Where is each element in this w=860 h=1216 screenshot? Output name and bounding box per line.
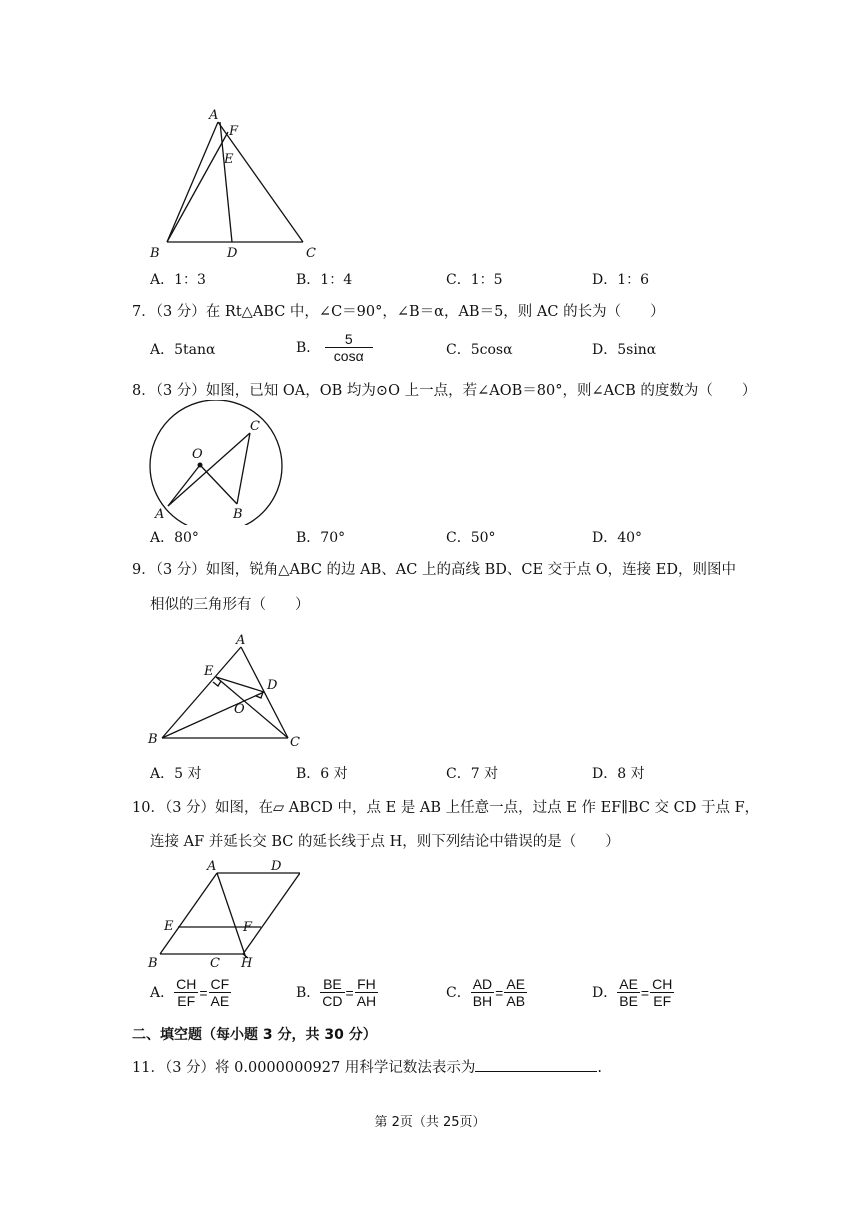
q10-label-c: C bbox=[210, 956, 220, 971]
q10-option-b[interactable] bbox=[296, 976, 378, 1009]
q11-answer-blank[interactable] bbox=[475, 1057, 597, 1072]
q9-stem-line1: 9．（3 分）如图，锐角△ABC 的边 AB、AC 上的高线 BD、CE 交于点 O，连接 ED，则图中 bbox=[132, 562, 736, 578]
q9-option-c[interactable]: C．7 对 bbox=[446, 766, 499, 782]
q10-label-f: F bbox=[243, 920, 253, 935]
q8-label-o: O bbox=[192, 447, 203, 462]
q8-stem: 8．（3 分）如图，已知 OA，OB 均为⊙O 上一点，若∠AOB＝80°，则∠ACB 的度数为（ ） bbox=[132, 383, 757, 399]
q10-option-b-prefix: B． bbox=[296, 984, 321, 1001]
q9-option-a[interactable]: A．5 对 bbox=[150, 766, 202, 782]
q7-option-d[interactable]: D．5sinα bbox=[592, 342, 657, 358]
q6-label-b: B bbox=[150, 246, 160, 261]
q9-option-b[interactable]: B．6 对 bbox=[296, 766, 348, 782]
q10-option-c-equals: = bbox=[495, 984, 504, 1001]
q10-option-d-right-fraction bbox=[650, 976, 674, 1009]
q6-option-a[interactable]: A．1：3 bbox=[150, 272, 206, 288]
q10-option-b-left-fraction bbox=[320, 976, 344, 1009]
q10-label-b: B bbox=[148, 956, 158, 971]
q10-label-e: E bbox=[164, 919, 174, 934]
q6-option-c[interactable]: C．1：5 bbox=[446, 272, 503, 288]
q8-option-d[interactable]: D．40° bbox=[592, 530, 643, 546]
q10-option-c-right-fraction bbox=[504, 976, 527, 1009]
q7-option-a[interactable]: A．5tanα bbox=[150, 342, 216, 358]
q10-option-d-prefix: D． bbox=[592, 984, 618, 1001]
q6-label-e: E bbox=[224, 152, 234, 167]
q10-option-c-right-den: AB bbox=[506, 993, 526, 1009]
q6-label-d: D bbox=[227, 246, 238, 261]
q10-option-b-equals: = bbox=[345, 984, 354, 1001]
q10-label-h: H bbox=[241, 956, 253, 971]
q10-option-c-left-num: AD bbox=[472, 976, 493, 992]
q6-option-b[interactable]: B．1：4 bbox=[296, 272, 353, 288]
q10-stem-line1: 10．（3 分）如图，在▱ ABCD 中，点 E 是 AB 上任意一点，过点 E 作 EF∥BC 交 CD 于点 F， bbox=[132, 800, 760, 816]
section2-title: 二、填空题（每小题 3 分，共 30 分） bbox=[132, 1027, 377, 1043]
q8-circle-figure bbox=[140, 400, 290, 525]
q9-label-a: A bbox=[236, 633, 246, 648]
q10-label-d: D bbox=[271, 859, 282, 874]
q6-label-f: F bbox=[229, 124, 239, 139]
q10-option-a-equals: = bbox=[199, 984, 208, 1001]
q7-option-c[interactable]: C．5cosα bbox=[446, 342, 513, 358]
q8-label-b: B bbox=[233, 507, 243, 522]
q10-option-a-right-den: AE bbox=[210, 993, 230, 1009]
q10-option-c-prefix: C． bbox=[446, 984, 471, 1001]
q10-parallelogram-figure bbox=[140, 854, 300, 972]
q8-option-c[interactable]: C．50° bbox=[446, 530, 496, 546]
q9-label-d: D bbox=[267, 678, 278, 693]
q10-option-b-left-den: CD bbox=[322, 993, 343, 1009]
q10-option-d-right-num: CH bbox=[652, 976, 673, 992]
q10-option-d-left-den: BE bbox=[619, 993, 638, 1009]
q10-option-a-right-fraction bbox=[209, 976, 232, 1009]
q10-option-a-right-num: CF bbox=[209, 976, 232, 993]
q9-label-b: B bbox=[148, 732, 158, 747]
q9-option-d[interactable]: D．8 对 bbox=[592, 766, 645, 782]
q10-option-a-prefix: A． bbox=[150, 984, 175, 1001]
q8-option-a[interactable]: A．80° bbox=[150, 530, 199, 546]
q10-option-a-left-num: CH bbox=[176, 976, 197, 992]
q10-option-c-right-num: AE bbox=[506, 976, 526, 992]
q11-line bbox=[132, 1057, 602, 1078]
q10-label-a: A bbox=[207, 859, 217, 874]
q9-label-e: E bbox=[204, 664, 214, 679]
q8-label-a: A bbox=[155, 507, 165, 522]
q11-end: . bbox=[597, 1060, 602, 1076]
q9-label-c: C bbox=[290, 735, 300, 750]
q10-option-d[interactable] bbox=[592, 976, 674, 1009]
q9-label-o: O bbox=[234, 702, 245, 717]
q6-label-c: C bbox=[306, 246, 316, 261]
q10-option-d-left-num: AE bbox=[619, 976, 638, 992]
q10-option-b-right-fraction bbox=[355, 976, 378, 1009]
q6-label-a: A bbox=[209, 108, 219, 123]
q6-option-d[interactable]: D．1：6 bbox=[592, 272, 650, 288]
q9-triangle-figure bbox=[140, 625, 310, 753]
q10-option-c-left-den: BH bbox=[472, 993, 493, 1009]
q10-option-c-left-fraction bbox=[471, 976, 494, 1009]
q10-option-d-right-den: EF bbox=[653, 993, 672, 1009]
q10-option-c[interactable] bbox=[446, 976, 527, 1009]
q9-stem-line2: 相似的三角形有（ ） bbox=[150, 597, 310, 613]
q11-stem: 11．（3 分）将 0.0000000927 用科学记数法表示为 bbox=[132, 1060, 476, 1076]
q10-option-a-left-fraction bbox=[174, 976, 198, 1009]
q10-option-a-left-den: EF bbox=[177, 993, 196, 1009]
q7-option-b-denominator: cosα bbox=[333, 348, 364, 364]
q7-option-b[interactable] bbox=[296, 331, 373, 364]
q7-option-b-prefix: B． bbox=[296, 339, 321, 356]
q6-triangle-figure bbox=[140, 100, 340, 265]
q10-stem-line2: 连接 AF 并延长交 BC 的延长线于点 H，则下列结论中错误的是（ ） bbox=[150, 834, 620, 850]
q10-option-d-equals: = bbox=[640, 984, 650, 1001]
page-footer: 第 2页（共 25页） bbox=[374, 1115, 486, 1130]
q10-option-a[interactable] bbox=[150, 976, 231, 1009]
q10-option-b-right-den: AH bbox=[356, 993, 377, 1009]
q7-option-b-fraction bbox=[325, 331, 373, 364]
q8-label-c: C bbox=[250, 419, 260, 434]
q7-stem: 7．（3 分）在 Rt△ABC 中，∠C＝90°，∠B＝α，AB＝5，则 AC 的长为（ ） bbox=[132, 304, 665, 320]
q10-option-d-left-fraction bbox=[617, 976, 640, 1009]
q10-option-b-right-num: FH bbox=[355, 976, 378, 993]
q8-option-b[interactable]: B．70° bbox=[296, 530, 346, 546]
q7-option-b-numerator: 5 bbox=[325, 331, 373, 348]
q10-option-b-left-num: BE bbox=[320, 976, 344, 993]
